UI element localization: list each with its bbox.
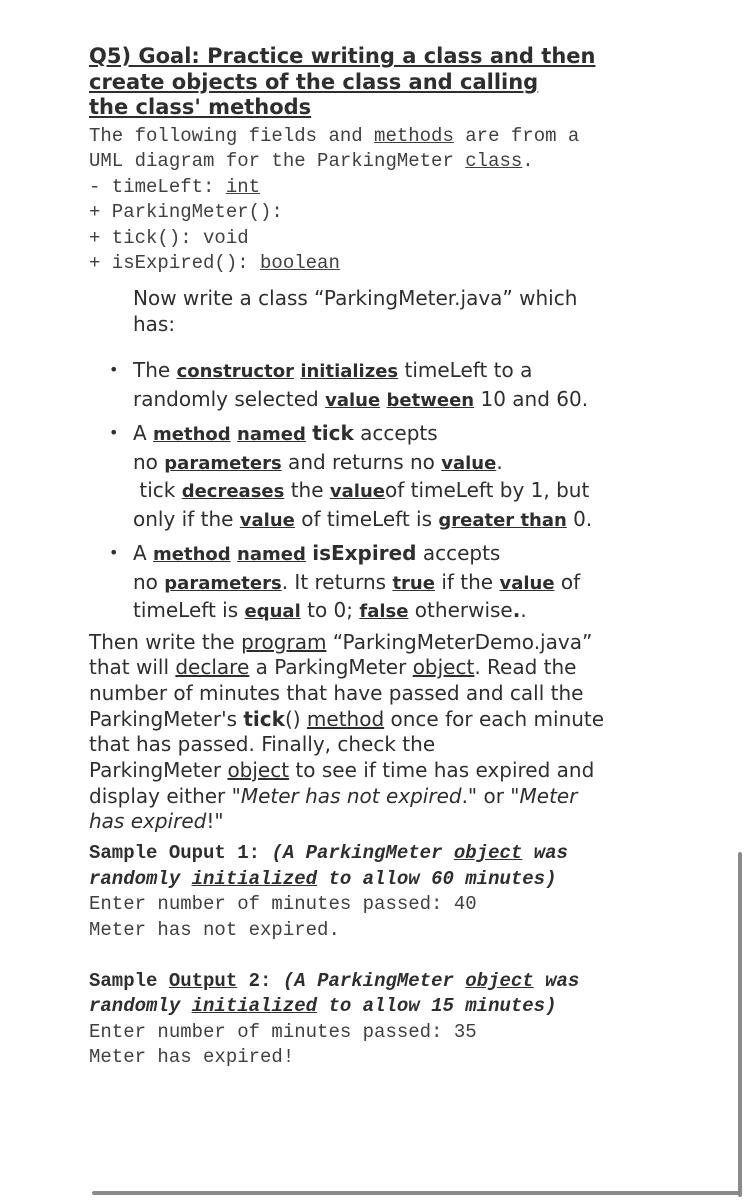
bullet-icon: • (109, 360, 119, 380)
question-title (89, 44, 679, 121)
sample-2-output-text: Enter number of minutes passed: 35 Meter has expired! (89, 1020, 477, 1069)
class-instructions: Now write a class “ParkingMeter.java” which has: (133, 286, 578, 337)
uml-isexpired: + isExpired(): boolean (89, 252, 340, 275)
uml-intro-line-1: The following fields and methods are from a (89, 124, 580, 147)
class-link: class (465, 150, 523, 173)
title-line-2: create objects of the class and calling (89, 69, 539, 94)
demo-instructions: Then write the program “ParkingMeterDemo.java” that will declare a ParkingMeter object. Read the number of minutes that have passed and call the ParkingMeter's tick() method once for each minute that has passed. Finally, check the ParkingMeter object to see if time has expired and display either "Meter has not expired." or "Meter has expired!" (89, 629, 605, 834)
uml-constructor: + ParkingMeter(): (89, 201, 283, 224)
uml-field-timeleft: - timeLeft: int (89, 175, 261, 198)
uml-description (89, 124, 679, 278)
requirement-isexpired: • A method named isExpired accepts no parameters. It returns true if the value of timeLeft is equal to 0; false otherwise.. (109, 541, 581, 623)
bullet-icon: • (109, 543, 119, 563)
sample-output-2: Sample Output 2: (A ParkingMeter object was randomly initialized to allow 15 minutes) Enter number of minutes passed: 35 Meter has expired! (89, 969, 679, 1071)
uml-intro-line-2: UML diagram for the ParkingMeter class. (89, 150, 534, 173)
page-frame-bottom-edge (92, 1191, 742, 1195)
requirement-tick: • A method named tick accepts no parameters and returns no value. tick decreases the valueof timeLeft by 1, but only if the value of timeLeft is greater than 0. (109, 421, 593, 531)
methods-link: methods (374, 124, 454, 147)
document-page (89, 44, 679, 1071)
sample-output-1: Sample Ouput 1: (A ParkingMeter object was randomly initialized to allow 60 minutes) Enter number of minutes passed: 40 Meter has not expired. (89, 841, 679, 943)
page-frame-right-edge (738, 852, 742, 1197)
title-line-3: the class' methods (89, 95, 312, 119)
sample-1-output-text: Enter number of minutes passed: 40 Meter has not expired. (89, 893, 477, 941)
title-line-1: Q5) Goal: Practice writing a class and then (89, 44, 596, 68)
bullet-icon: • (109, 423, 119, 443)
uml-tick: + tick(): void (89, 226, 249, 249)
requirement-constructor: • The constructor initializes timeLeft to a randomly selected value between 10 and 60. (109, 358, 589, 411)
